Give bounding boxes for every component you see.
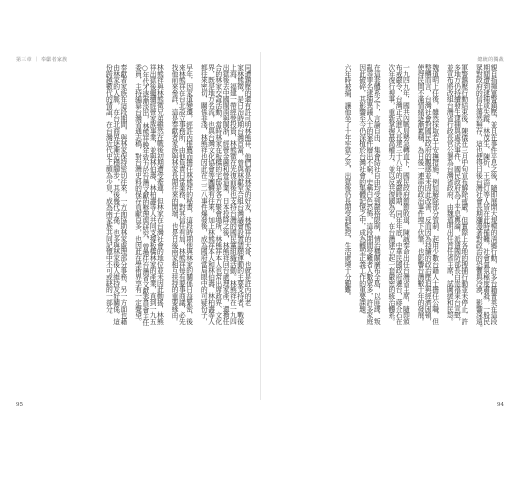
page-number-right: 94: [497, 402, 504, 408]
text-column: 期間遭到逮捕或失蹤，林茂生、陳炘、王添灯等人皆在此時罹難，社會氣氛極度肅殺，一般民: [481, 64, 490, 325]
text-column: ○年代才逐漸淡出，林熊祥晚年致力於台灣文獻的整理與研究，曾擔任台灣省文獻委員會主任: [140, 64, 149, 326]
text-column: 奉獻者家族在這段期間，與林家保持密切往來，一方面協助林家處理部分事務，另一方面也藉: [118, 64, 127, 325]
text-column: 委員，主持編纂台灣省通志稿，對台灣史料的保存貢獻良多，也因此在學術界享有一定聲望。: [133, 64, 142, 325]
text-column: 上海、福建一帶經營投資，林熊徵在光復前後也支持台灣的國民黨組織活動。林熊祥在一九四: [228, 64, 237, 325]
text-column: 同遭鎮壓的還有許可明林熊祥，他們都是林家的好友，林熊祥的大哥，也就是許丙的老: [243, 64, 251, 306]
text-column: 找他前來參詳，這是奉獻者家族與林家長期往來的開端，也是日後兩家相互扶持的重要緣由。: [170, 64, 179, 325]
text-column: 親自指揮軍警鎮壓，並且在事件平息之後，隨即展開大規模的清鄉行動，許多台籍菁英在這段: [489, 64, 497, 325]
text-column: 林熊祥與林熊徵兄弟雖然在戰後初期遭受牽連，但林家在台灣社會的地位並未因此動搖，林熊: [155, 64, 164, 325]
book-gutter: [260, 52, 261, 400]
text-column: 整體而言，台灣社會對國民政府的觀感並未因此改善，反而因為持續的政治壓迫與經濟困頓，: [423, 64, 432, 325]
text-column: [438, 64, 445, 390]
text-column: 份跨越數代的情誼，在台灣近代史上頗為少見，成為兩家族共同記憶中不可或缺的一部分。: [104, 64, 113, 318]
text-column: [408, 64, 415, 390]
text-column: [379, 64, 386, 390]
left-text-block: [24, 64, 250, 390]
text-column: 合的林家交誼活動，當時林家在板橋的宅邸是各方聚會場所，林熊祥本人也常出席政界、文化: [213, 64, 222, 325]
text-column: 多地方仍持續發生逮捕與處決事件，國民政府為了平息輿論，派遣國防部長白崇禧來台宣慰，: [452, 64, 461, 325]
text-column: 使得民間不滿情緒逐漸累積，為日後一連串的政治事件埋下伏筆，也影響台灣數十年的發展。: [416, 64, 425, 325]
text-column: 界，既是地方名流，也與台灣文化協會等團體有往來，加上林熊祥本人和林伯壽、林柏壽等人: [206, 64, 215, 325]
text-column: 眾對政府的信任蕩然無存，這也使得日後台灣社會長期瀰漫著對政治的恐懼與冷漠，影響深遠。: [474, 64, 483, 331]
text-column: 布戒嚴令，台灣正式進入長達三十八年的戒嚴時期，同年年底，中華民國政府遷台，蔣介石在: [394, 64, 403, 325]
running-head-section: 總統的獨裁: [477, 57, 504, 63]
text-column: 早年，因家道變遷，經許丙推薦而擔任林熊祥的秘書，這段時期他與林家的關係日益緊密，後: [184, 64, 193, 325]
text-column: 並宣布將改組台灣省行政長官公署為台灣省政府，由魏道明出任首任省主席，試圖緩和民怨。: [445, 64, 454, 325]
text-column: 在這套體系之下，言論自由、集會結社自由均受到嚴格限制，情治機關廣布全島，以匪諜、叛: [372, 64, 381, 325]
text-column: 六年時被捕，讓他坐了十年牢獄之災，出獄後仍長期受到監控，生活處境十分艱難。: [343, 64, 352, 299]
book-spread: [8, 52, 512, 408]
text-column: [126, 64, 133, 390]
left-page: [8, 52, 256, 408]
text-column: 出獄後去中國閩南與閩浙，經營金融和營造業，日本投降之後，林熊祥回台處理家產，還擔任: [221, 64, 230, 325]
text-column: [467, 64, 474, 390]
text-column: 一九四九年，國共內戰局勢急轉直下，國民政府節節敗退，陳誠奉命出任台灣省主席，隨即頒: [401, 64, 410, 325]
text-column: 祥出獄後繼續經營家族事業，並與林伯壽、林柏壽等人共同支撐板橋林家的產業，直到一九五: [148, 64, 157, 325]
text-column: 家林熊徵，是日治時期台灣首富，曾與林獻堂合組台灣議會設置請願運動的主要支持者，戰後: [235, 64, 244, 325]
text-column: 因此破碎，其影響至今仍深植於台灣社會的集體記憶之中，成為轉型正義工作的重要課題。: [357, 64, 366, 318]
text-column: [162, 64, 169, 390]
text-column: 魏道明上任後，雖然採取若干安撫措施，例如解除部分管制、起用少數台籍人士擔任公職，但: [430, 64, 439, 325]
text-column: [350, 64, 357, 390]
text-column: 亂等罪名逮捕異議人士的案件層出不窮，史稱白色恐怖，這段期間受難者人數眾多，許多家庭: [364, 64, 373, 325]
running-head-chapter: 第三章 ｜ 奉獻者家族: [16, 57, 68, 63]
text-column: 都往來密切，關係非淺，林熊祥也因此在二二八事件爆發後，成為國府當局眼中的可疑份子，: [199, 64, 208, 325]
text-column: 次年復行視事，重新掌握最高權力，並以反共復國為名，在台灣建立起一套嚴密的統治體系。: [386, 64, 395, 325]
right-page: [264, 52, 512, 408]
text-column: 來林熊祥在台北設立事務所，由他負責日常業務，對其信任有加，林熊祥每有要事商議，必先: [177, 64, 186, 325]
text-column: 軍警鎮壓行動結束後，陳儀在三月中旬宣布解除戒嚴，但實際上各地的搜捕行動並未停止，許: [459, 64, 468, 325]
text-column: [192, 64, 199, 390]
right-text-block: [270, 64, 496, 390]
page-number-left: 95: [16, 402, 23, 408]
text-column: 由林家的人脈，在台北商界逐漸站穩腳步，其後幾代子孫，也多與林家後人維持友好關係，這: [111, 64, 120, 325]
